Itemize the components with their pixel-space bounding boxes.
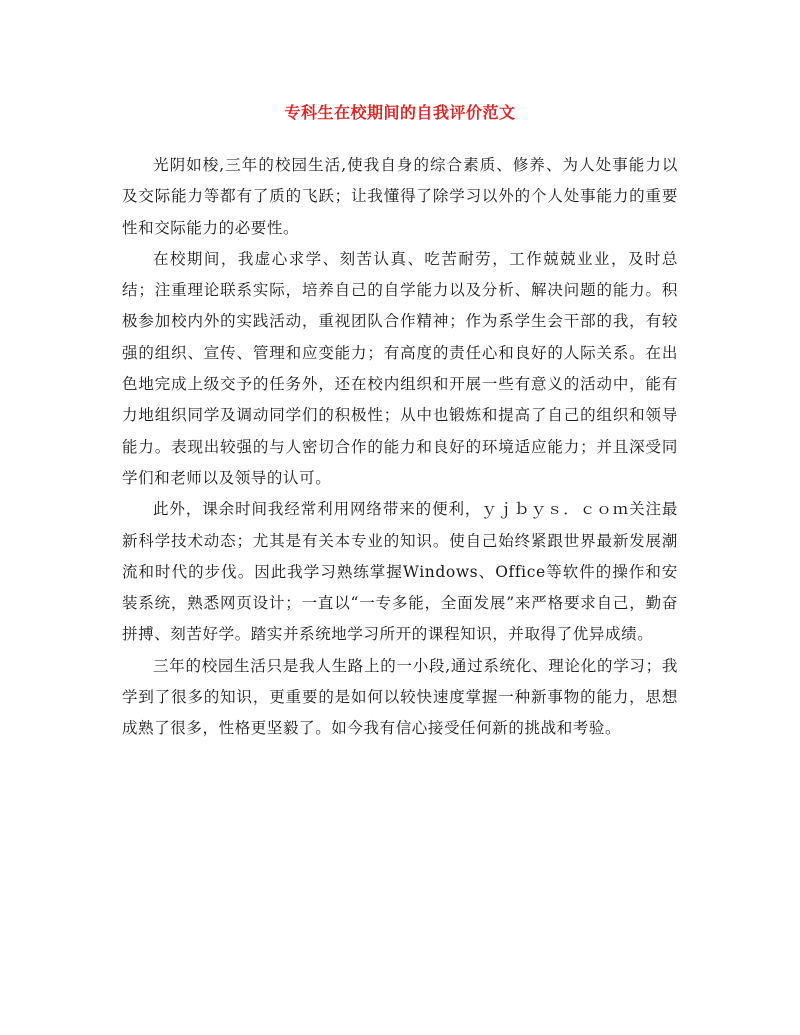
document-body [122,150,678,745]
document-title: 专科生在校期间的自我评价范文 [284,103,516,122]
paragraph-2: 在校期间，我虚心求学、刻苦认真、吃苦耐劳，工作兢兢业业，及时总结；注重理论联系实际，培养自己的自学能力以及分析、解决问题的能力。积极参加校内外的实践活动，重视团队合作精神；作为系学生会干部的我，有较强的组织、宣传、管理和应变能力；有高度的责任心和良好的人际关系。在出色地完成上级交予的任务外，还在校内组织和开展一些有意义的活动中，能有力地组织同学及调动同学们的积极性；从中也锻炼和提高了自己的组织和领导能力。表现出较强的与人密切合作的能力和良好的环境适应能力；并且深受同学们和老师以及领导的认可。 [122,249,678,487]
paragraph-4: 三年的校园生活只是我人生路上的一小段,通过系统化、理论化的学习；我学到了很多的知识，更重要的是如何以较快速度掌握一种新事物的能力，思想成熟了很多，性格更坚毅了。如今我有信心接受任何新的挑战和考验。 [122,656,678,738]
paragraph-3: 此外，课余时间我经常利用网络带来的便利，ｙｊｂｙｓ．ｃｏｍ关注最新科学技术动态；尤其是有关本专业的知识。使自己始终紧跟世界最新发展潮流和时代的步伐。因此我学习熟练掌握Windows、Office等软件的操作和安装系统，熟悉网页设计；一直以“一专多能，全面发展”来严格要求自己，勤奋拼搏、刻苦好学。踏实并系统地学习所开的课程知识，并取得了优异成绩。 [122,500,678,644]
paragraph-1: 光阴如梭,三年的校园生活,使我自身的综合素质、修养、为人处事能力以及交际能力等都有了质的飞跃；让我懂得了除学习以外的个人处事能力的重要性和交际能力的必要性。 [122,156,678,237]
